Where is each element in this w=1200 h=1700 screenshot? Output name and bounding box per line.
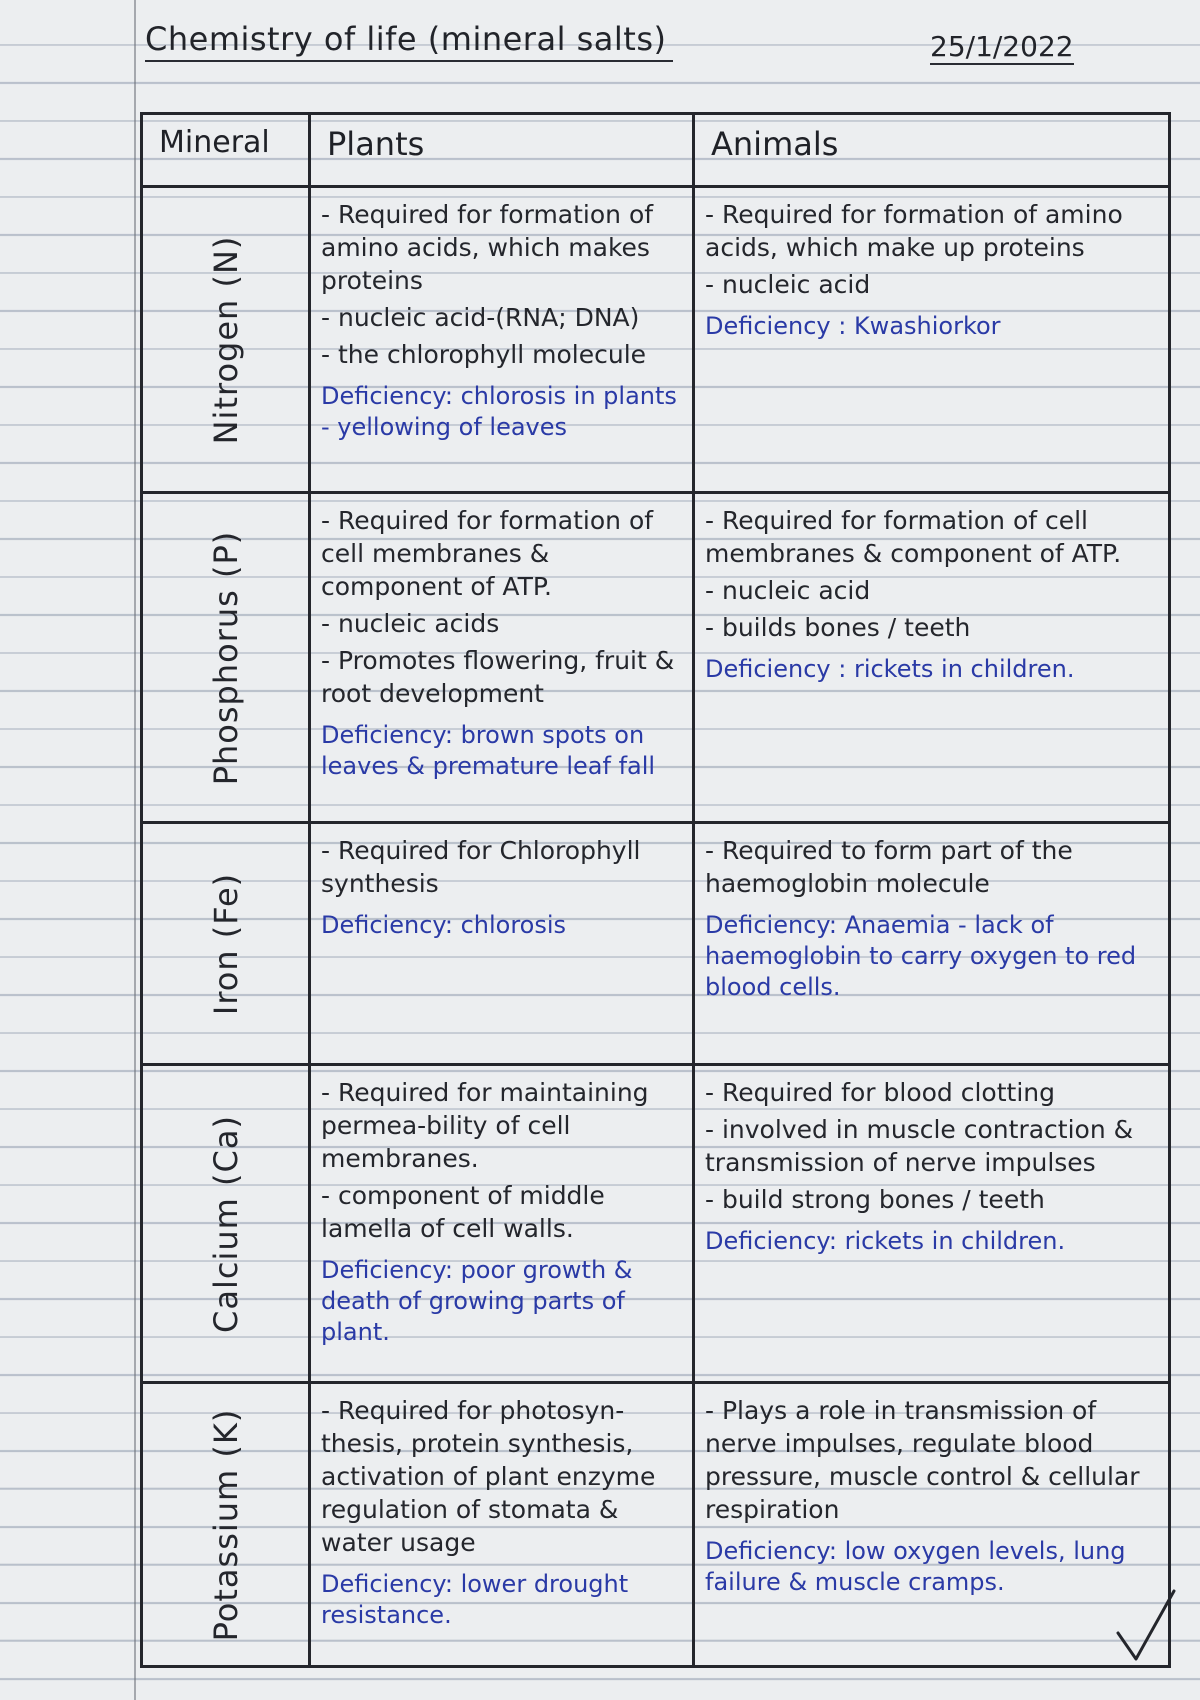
mineral-name: Nitrogen (N)	[206, 235, 245, 444]
plant-deficiency: Deficiency: chlorosis in plants - yellowing of leaves	[321, 382, 677, 441]
mineral-cell	[142, 493, 310, 823]
animals-cell	[694, 187, 1170, 493]
table-row	[142, 823, 1170, 1065]
plants-cell	[310, 823, 694, 1065]
animal-point: - Required for formation of amino acids, which make up proteins	[705, 200, 1123, 262]
animal-deficiency: Deficiency: Anaemia - lack of haemoglobin to carry oxygen to red blood cells.	[705, 911, 1137, 1001]
header-animals: Animals	[694, 114, 1170, 187]
animals-cell	[694, 1065, 1170, 1383]
mineral-name: Calcium (Ca)	[206, 1114, 245, 1333]
table-row	[142, 493, 1170, 823]
plants-cell	[310, 493, 694, 823]
plants-cell	[310, 1065, 694, 1383]
mineral-name: Iron (Fe)	[206, 872, 245, 1015]
plant-deficiency: Deficiency: chlorosis	[321, 911, 567, 939]
page-title: Chemistry of life (mineral salts)	[145, 20, 673, 62]
plants-cell	[310, 187, 694, 493]
animals-cell	[694, 493, 1170, 823]
plant-deficiency: Deficiency: brown spots on leaves & premature leaf fall	[321, 721, 656, 780]
table-row	[142, 1065, 1170, 1383]
mineral-name: Phosphorus (P)	[206, 530, 245, 785]
plant-point: - Required for formation of amino acids, which makes proteins	[321, 200, 654, 295]
header-plants: Plants	[310, 114, 694, 187]
mineral-cell	[142, 1065, 310, 1383]
table-header-row	[142, 114, 1170, 187]
animal-point: - nucleic acid	[705, 576, 871, 605]
plant-point: - Required for photosyn-thesis, protein synthesis, activation of plant enzyme regulation of stomata & water usage	[321, 1396, 656, 1557]
checkmark-icon	[1110, 1585, 1180, 1665]
animal-deficiency: Deficiency: low oxygen levels, lung failure & muscle cramps.	[705, 1537, 1126, 1596]
plant-point: - Promotes flowering, fruit & root development	[321, 646, 675, 708]
plant-point: - Required for maintaining permea-bility of cell membranes.	[321, 1078, 649, 1173]
mineral-cell	[142, 823, 310, 1065]
animals-cell	[694, 823, 1170, 1065]
header-mineral: Mineral	[142, 114, 310, 187]
animal-point: - nucleic acid	[705, 270, 871, 299]
page-date: 25/1/2022	[930, 30, 1074, 63]
margin-line	[134, 0, 136, 1700]
plants-cell	[310, 1383, 694, 1667]
plant-deficiency: Deficiency: poor growth & death of growing parts of plant.	[321, 1256, 633, 1346]
animal-point: - Plays a role in transmission of nerve impulses, regulate blood pressure, muscle control & cellular respiration	[705, 1396, 1140, 1524]
animal-deficiency: Deficiency: rickets in children.	[705, 1227, 1066, 1255]
plant-point: - Required for Chlorophyll synthesis	[321, 836, 641, 898]
animal-point: - involved in muscle contraction & transmission of nerve impulses	[705, 1115, 1134, 1177]
mineral-cell	[142, 187, 310, 493]
animal-point: - Required to form part of the haemoglobin molecule	[705, 836, 1073, 898]
animal-point: - builds bones / teeth	[705, 613, 971, 642]
plant-point: - Required for formation of cell membranes & component of ATP.	[321, 506, 654, 601]
plant-point: - nucleic acid-(RNA; DNA)	[321, 303, 640, 332]
mineral-cell	[142, 1383, 310, 1667]
plant-point: - the chlorophyll molecule	[321, 340, 647, 369]
animal-point: - Required for blood clotting	[705, 1078, 1055, 1107]
plant-point: - component of middle lamella of cell walls.	[321, 1181, 605, 1243]
table-row	[142, 1383, 1170, 1667]
animal-deficiency: Deficiency : rickets in children.	[705, 655, 1075, 683]
plant-deficiency: Deficiency: lower drought resistance.	[321, 1570, 629, 1629]
table-row	[142, 187, 1170, 493]
animal-point: - build strong bones / teeth	[705, 1185, 1045, 1214]
mineral-name: Potassium (K)	[206, 1408, 245, 1641]
animal-deficiency: Deficiency : Kwashiorkor	[705, 312, 1001, 340]
animals-cell	[694, 1383, 1170, 1667]
minerals-table	[140, 112, 1171, 1668]
animal-point: - Required for formation of cell membranes & component of ATP.	[705, 506, 1122, 568]
plant-point: - nucleic acids	[321, 609, 500, 638]
